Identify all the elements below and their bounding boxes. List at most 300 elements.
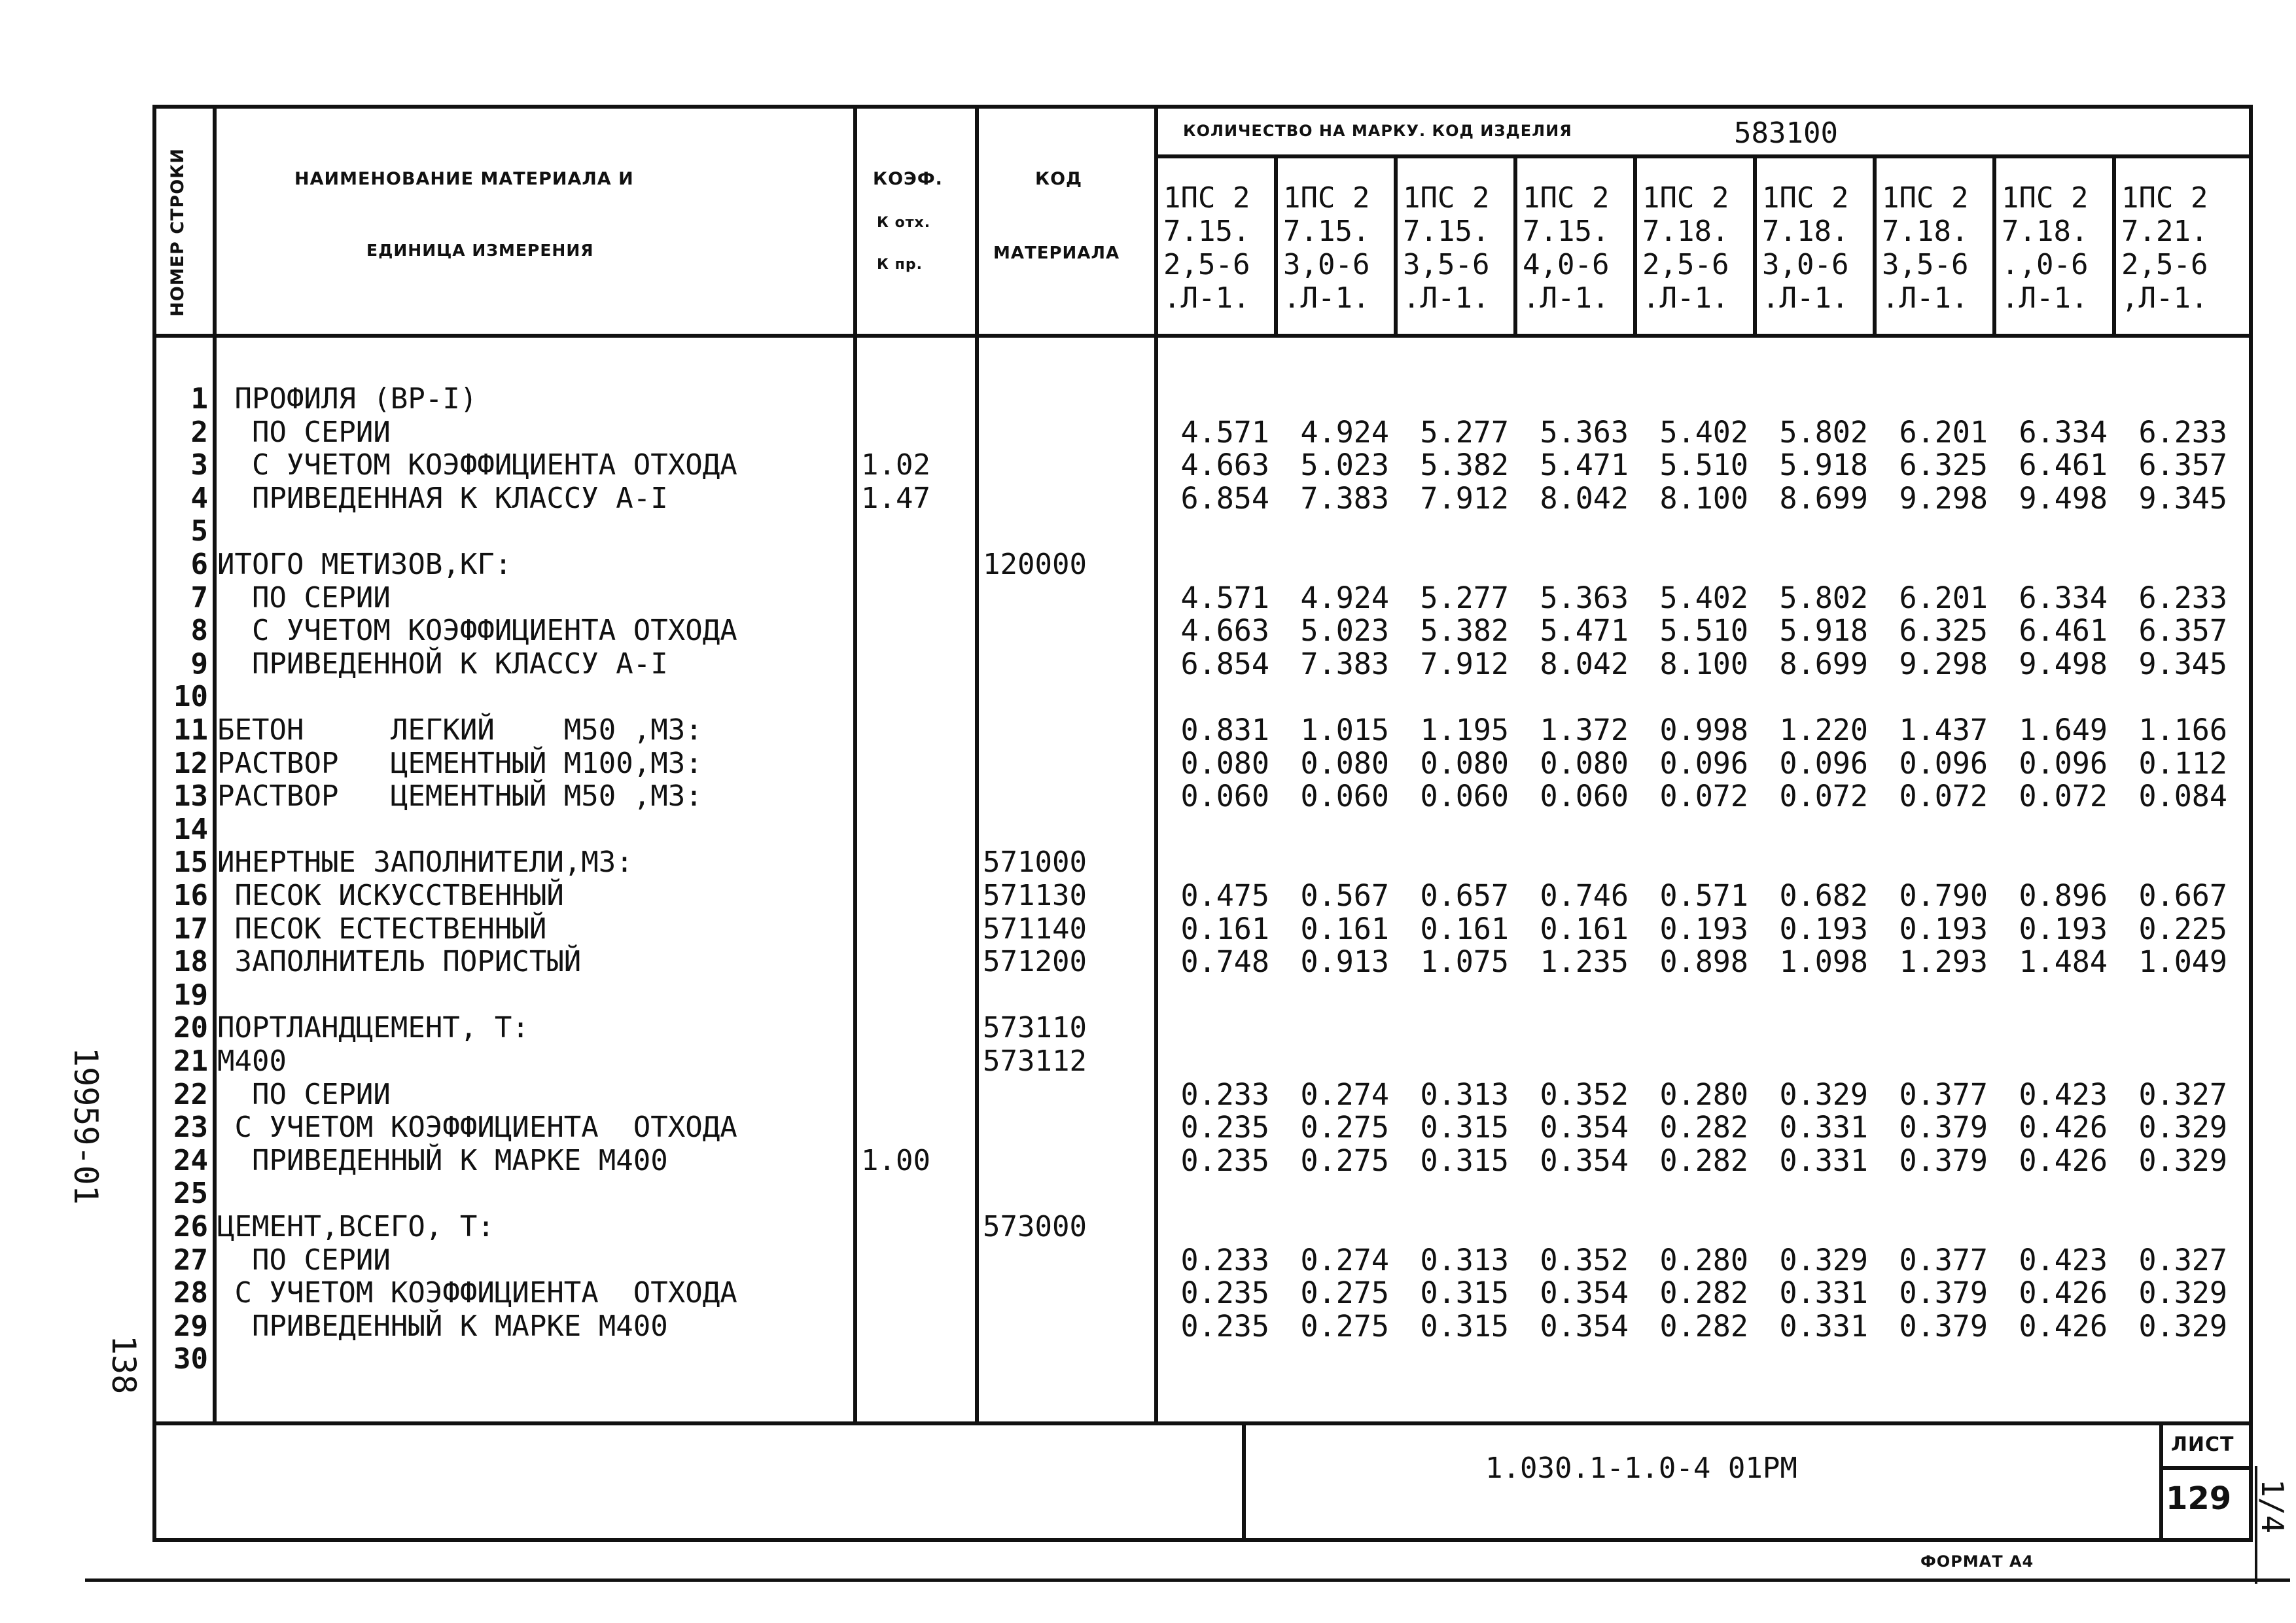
quantity-value: 0.354 <box>1540 1275 1629 1311</box>
row-number: 16 <box>173 879 208 912</box>
quantity-value: 0.746 <box>1540 878 1629 913</box>
mark-line: .Л-1. <box>2002 281 2089 315</box>
quantity-value: 1.049 <box>2138 944 2227 980</box>
mark-line: .Л-1. <box>1403 281 1490 315</box>
mark-sep <box>1633 157 1637 335</box>
quantity-value: 0.998 <box>1659 713 1748 747</box>
mark-line: 7.15. <box>1403 215 1490 248</box>
quantity-value: 1.484 <box>2019 944 2108 980</box>
quantity-value: 0.274 <box>1300 1077 1389 1112</box>
row-number: 10 <box>173 680 208 714</box>
quantity-value: 0.426 <box>2019 1275 2108 1311</box>
quantity-value: 0.235 <box>1180 1275 1269 1311</box>
quantity-value: 0.161 <box>1540 911 1629 946</box>
material-name: ПРИВЕДЕННЫЙ К МАРКЕ М400 <box>217 1309 668 1343</box>
row-number: 27 <box>173 1243 208 1277</box>
mark-line: 1ПС 2 <box>2121 181 2208 215</box>
quantity-value: 5.802 <box>1779 414 1868 450</box>
quantity-value: 0.096 <box>1779 745 1868 781</box>
quantity-value: 0.225 <box>2138 911 2227 946</box>
coef-label: КОЭФ. <box>873 169 943 189</box>
quantity-value: 0.193 <box>1779 911 1868 946</box>
quantity-value: 0.379 <box>1899 1275 1988 1311</box>
quantity-value: 0.682 <box>1779 878 1868 913</box>
material-name: ИТОГО МЕТИЗОВ,КГ: <box>217 548 512 581</box>
mark-line: ,Л-1. <box>2121 281 2208 315</box>
mark-line: 2,5-6 <box>1163 248 1250 281</box>
quantity-value: 0.329 <box>2138 1110 2227 1145</box>
quantity-value: 6.325 <box>1899 448 1988 483</box>
mark-line: .,0-6 <box>2002 248 2089 281</box>
material-name-label: НАИМЕНОВАНИЕ МАТЕРИАЛА И <box>294 169 634 189</box>
quantity-value: 0.352 <box>1540 1077 1629 1112</box>
quantity-value: 4.924 <box>1300 580 1389 615</box>
quantity-value: 0.898 <box>1659 944 1748 980</box>
row-number-header <box>162 141 208 324</box>
quantity-value: 0.426 <box>2019 1110 2108 1145</box>
quantity-value: 0.274 <box>1300 1242 1389 1277</box>
quantity-value: 1.075 <box>1420 944 1509 980</box>
quantity-value: 0.315 <box>1420 1110 1509 1145</box>
quantity-value: 0.080 <box>1420 745 1509 781</box>
quantity-value: 0.072 <box>1659 779 1748 814</box>
quantity-value: 5.918 <box>1779 613 1868 649</box>
quantity-value: 0.831 <box>1180 713 1269 747</box>
quantity-value: 5.471 <box>1540 613 1629 649</box>
code-label: КОД <box>1035 169 1083 189</box>
mark-sep <box>1992 157 1996 335</box>
quantity-value: 7.912 <box>1420 480 1509 516</box>
mark-line: .Л-1. <box>1283 281 1370 315</box>
quantity-value: 7.383 <box>1300 480 1389 516</box>
quantity-value: 0.379 <box>1899 1308 1988 1344</box>
quantity-value: 1.437 <box>1899 713 1988 747</box>
quantity-value: 0.329 <box>1779 1077 1868 1112</box>
mark-line: 1ПС 2 <box>1882 181 1969 215</box>
coefficient: 1.00 <box>861 1143 930 1177</box>
frame-top <box>152 105 2253 109</box>
row-number: 23 <box>173 1111 208 1145</box>
quantity-value: 5.510 <box>1659 448 1748 483</box>
quantity-value: 6.357 <box>2138 613 2227 649</box>
row-number: 26 <box>173 1210 208 1243</box>
quantity-value: 9.298 <box>1899 480 1988 516</box>
row-number: 2 <box>190 415 208 449</box>
quantity-value: 0.913 <box>1300 944 1389 980</box>
quantity-value: 6.357 <box>2138 448 2227 483</box>
row-number: 15 <box>173 846 208 880</box>
edge-mark: 1/4 <box>2255 1479 2290 1534</box>
row-number: 18 <box>173 945 208 979</box>
row-number: 14 <box>173 812 208 846</box>
material-name: ПО СЕРИИ <box>217 1077 391 1111</box>
quantity-value: 1.015 <box>1300 713 1389 747</box>
mark-line: 1ПС 2 <box>1163 181 1250 215</box>
quantity-value: 5.402 <box>1659 580 1748 615</box>
quantity-value: 0.377 <box>1899 1077 1988 1112</box>
quantity-value: 0.282 <box>1659 1275 1748 1311</box>
row-number: 25 <box>173 1177 208 1211</box>
quantity-value: 1.293 <box>1899 944 1988 980</box>
row-number: 12 <box>173 746 208 780</box>
quantity-value: 0.748 <box>1180 944 1269 980</box>
format-label: ФОРМАТ А4 <box>1920 1552 2034 1571</box>
mark-sep <box>1873 157 1877 335</box>
material-name: С УЧЕТОМ КОЭФФИЦИЕНТА ОТХОДА <box>217 448 737 482</box>
quantity-value: 0.275 <box>1300 1308 1389 1344</box>
quantity-value: 0.354 <box>1540 1308 1629 1344</box>
mark-line: .Л-1. <box>1163 281 1250 315</box>
row-number: 28 <box>173 1276 208 1310</box>
row-number: 3 <box>190 448 208 482</box>
quantity-value: 9.345 <box>2138 480 2227 516</box>
quantity-value: 7.383 <box>1300 646 1389 681</box>
quantity-value: 0.193 <box>2019 911 2108 946</box>
row-number: 22 <box>173 1077 208 1111</box>
quantity-value: 4.571 <box>1180 414 1269 450</box>
quantity-value: 0.667 <box>2138 878 2227 913</box>
quantity-value: 0.161 <box>1180 911 1269 946</box>
material-code: 571140 <box>983 912 1087 946</box>
quantity-value: 0.080 <box>1180 745 1269 781</box>
quantity-value: 0.072 <box>1899 779 1988 814</box>
sheet-label: ЛИСТ <box>2171 1433 2234 1456</box>
quantity-value: 0.475 <box>1180 878 1269 913</box>
quantity-value: 0.096 <box>1899 745 1988 781</box>
row-number: 5 <box>190 514 208 548</box>
quantity-value: 0.233 <box>1180 1077 1269 1112</box>
row-number: 19 <box>173 978 208 1012</box>
coefficient: 1.02 <box>861 448 930 482</box>
quantity-value: 5.471 <box>1540 448 1629 483</box>
row-number: 1 <box>190 382 208 416</box>
footer-sep <box>1242 1421 1246 1542</box>
quantity-value: 0.423 <box>2019 1077 2108 1112</box>
quantity-value: 0.235 <box>1180 1308 1269 1344</box>
quantity-value: 0.567 <box>1300 878 1389 913</box>
quantity-value: 4.663 <box>1180 613 1269 649</box>
quantity-value: 9.298 <box>1899 646 1988 681</box>
quantity-value: 1.220 <box>1779 713 1868 747</box>
quantity-value: 7.912 <box>1420 646 1509 681</box>
quantity-value: 0.161 <box>1300 911 1389 946</box>
material-name: ПЕСОК ИСКУССТВЕННЫЙ <box>217 879 564 912</box>
quantity-value: 5.382 <box>1420 448 1509 483</box>
quantity-value: 0.571 <box>1659 878 1748 913</box>
mark-line: 7.15. <box>1283 215 1370 248</box>
quantity-value: 0.896 <box>2019 878 2108 913</box>
mark-line: 1ПС 2 <box>2002 181 2089 215</box>
body-bottom-rule <box>152 1421 2253 1425</box>
quantity-value: 5.277 <box>1420 414 1509 450</box>
material-name: БЕТОН ЛЕГКИЙ М50 ,М3: <box>217 713 703 747</box>
quantity-value: 0.331 <box>1779 1308 1868 1344</box>
quantity-value: 0.329 <box>2138 1275 2227 1311</box>
mark-line: 1ПС 2 <box>1762 181 1849 215</box>
quantity-value: 8.100 <box>1659 480 1748 516</box>
material-name: ПРИВЕДЕННАЯ К КЛАССУ А-I <box>217 481 668 515</box>
material-name: ПО СЕРИИ <box>217 415 391 449</box>
side-inventory-number: 19959-01 <box>67 1047 105 1205</box>
material-code: 571130 <box>983 879 1087 912</box>
quantity-value: 0.426 <box>2019 1308 2108 1344</box>
quantity-value: 6.334 <box>2019 580 2108 615</box>
quantity-value: 0.657 <box>1420 878 1509 913</box>
quantity-value: 6.233 <box>2138 414 2227 450</box>
mark-line: .Л-1. <box>1642 281 1729 315</box>
material-code: 571200 <box>983 945 1087 979</box>
quantity-value: 0.280 <box>1659 1242 1748 1277</box>
side-page-number: 138 <box>105 1335 143 1395</box>
quantity-value: 0.060 <box>1540 779 1629 814</box>
row-number: 13 <box>173 779 208 813</box>
material-name: М400 <box>217 1044 287 1078</box>
material-code-label: МАТЕРИАЛА <box>993 243 1120 263</box>
quantity-label: КОЛИЧЕСТВО НА МАРКУ. КОД ИЗДЕЛИЯ <box>1183 122 1572 140</box>
quantity-value: 1.195 <box>1420 713 1509 747</box>
mark-line: 3,0-6 <box>1762 248 1849 281</box>
quantity-value: 9.345 <box>2138 646 2227 681</box>
quantity-value: 0.235 <box>1180 1110 1269 1145</box>
material-name: С УЧЕТОМ КОЭФФИЦИЕНТА ОТХОДА <box>217 614 737 648</box>
quantity-value: 0.282 <box>1659 1143 1748 1178</box>
quantity-value: 1.649 <box>2019 713 2108 747</box>
quantity-value: 0.072 <box>1779 779 1868 814</box>
mark-line: 3,0-6 <box>1283 248 1370 281</box>
quantity-value: 5.510 <box>1659 613 1748 649</box>
unit-label: ЕДИНИЦА ИЗМЕРЕНИЯ <box>366 241 594 260</box>
coefficient: 1.47 <box>861 481 930 515</box>
quantity-value: 0.327 <box>2138 1077 2227 1112</box>
mark-line: 7.21. <box>2121 215 2208 248</box>
material-name: ЗАПОЛНИТЕЛЬ ПОРИСТЫЙ <box>217 945 582 979</box>
quantity-value: 8.042 <box>1540 646 1629 681</box>
quantity-value: 5.382 <box>1420 613 1509 649</box>
row-number: 7 <box>190 580 208 615</box>
quantity-value: 0.096 <box>2019 745 2108 781</box>
quantity-value: 1.166 <box>2138 713 2227 747</box>
mark-line: 2,5-6 <box>1642 248 1729 281</box>
quantity-value: 0.331 <box>1779 1110 1868 1145</box>
quantity-value: 6.201 <box>1899 414 1988 450</box>
mark-line: .Л-1. <box>1523 281 1610 315</box>
mark-line: 7.15. <box>1523 215 1610 248</box>
material-name: С УЧЕТОМ КОЭФФИЦИЕНТА ОТХОДА <box>217 1111 737 1145</box>
quantity-value: 0.096 <box>1659 745 1748 781</box>
frame-bottom <box>152 1538 2253 1542</box>
row-number: 11 <box>173 713 208 747</box>
frame-right <box>2249 105 2253 1542</box>
quantity-value: 1.098 <box>1779 944 1868 980</box>
mark-line: 7.18. <box>1882 215 1969 248</box>
quantity-value: 5.918 <box>1779 448 1868 483</box>
mark-line: .Л-1. <box>1762 281 1849 315</box>
row-number: 6 <box>190 548 208 581</box>
quantity-value: 6.334 <box>2019 414 2108 450</box>
row-number: 9 <box>190 647 208 681</box>
footer-sheet-rule <box>2159 1466 2253 1470</box>
mark-line: 7.18. <box>1642 215 1729 248</box>
quantity-value: 6.325 <box>1899 613 1988 649</box>
quantity-value: 0.282 <box>1659 1110 1748 1145</box>
quantity-value: 0.331 <box>1779 1143 1868 1178</box>
quantity-value: 0.275 <box>1300 1110 1389 1145</box>
quantity-value: 0.280 <box>1659 1077 1748 1112</box>
material-code: 573110 <box>983 1011 1087 1045</box>
quantity-value: 5.802 <box>1779 580 1868 615</box>
mark-line: 1ПС 2 <box>1283 181 1370 215</box>
material-name: ПЕСОК ЕСТЕСТВЕННЫЙ <box>217 912 547 946</box>
mark-sep <box>1513 157 1517 335</box>
quantity-value: 0.193 <box>1659 911 1748 946</box>
quantity-value: 5.023 <box>1300 613 1389 649</box>
quantity-value: 5.363 <box>1540 414 1629 450</box>
sheet-number: 129 <box>2166 1480 2232 1517</box>
col-sep-rownum <box>213 105 217 1425</box>
quantity-value: 6.233 <box>2138 580 2227 615</box>
quantity-value: 0.379 <box>1899 1143 1988 1178</box>
quantity-value: 8.100 <box>1659 646 1748 681</box>
mark-line: 7.18. <box>1762 215 1849 248</box>
quantity-value: 6.854 <box>1180 480 1269 516</box>
material-name: ПОРТЛАНДЦЕМЕНТ, Т: <box>217 1011 529 1045</box>
quantity-value: 0.315 <box>1420 1308 1509 1344</box>
quantity-value: 0.060 <box>1420 779 1509 814</box>
row-number: 20 <box>173 1011 208 1045</box>
row-number: 21 <box>173 1044 208 1078</box>
mark-line: 1ПС 2 <box>1642 181 1729 215</box>
quantity-value: 0.072 <box>2019 779 2108 814</box>
quantity-value: 8.699 <box>1779 646 1868 681</box>
row-number: 4 <box>190 481 208 515</box>
quantity-value: 0.426 <box>2019 1143 2108 1178</box>
col-sep-name <box>853 105 857 1425</box>
material-name: РАСТВОР ЦЕМЕНТНЫЙ М50 ,М3: <box>217 779 703 813</box>
material-name: ПРОФИЛЯ (ВР-I) <box>217 382 478 416</box>
mark-sep <box>2112 157 2116 335</box>
material-code: 571000 <box>983 846 1087 880</box>
mark-line: 7.15. <box>1163 215 1250 248</box>
mark-line: .Л-1. <box>1882 281 1969 315</box>
material-name: РАСТВОР ЦЕМЕНТНЫЙ М100,М3: <box>217 746 703 780</box>
quantity-value: 4.571 <box>1180 580 1269 615</box>
quantity-header-rule <box>1154 154 2253 158</box>
quantity-value: 6.854 <box>1180 646 1269 681</box>
material-name: ПО СЕРИИ <box>217 1243 391 1277</box>
document-code: 1.030.1-1.0-4 01РМ <box>1485 1452 1797 1485</box>
mark-sep <box>1394 157 1398 335</box>
quantity-value: 0.161 <box>1420 911 1509 946</box>
quantity-value: 0.313 <box>1420 1242 1509 1277</box>
mark-line: 1ПС 2 <box>1523 181 1610 215</box>
product-code: 583100 <box>1734 116 1838 150</box>
quantity-value: 0.193 <box>1899 911 1988 946</box>
quantity-value: 4.924 <box>1300 414 1389 450</box>
quantity-value: 0.315 <box>1420 1275 1509 1311</box>
header-bottom-rule <box>152 334 2253 338</box>
row-number: 8 <box>190 614 208 648</box>
mark-line: 1ПС 2 <box>1403 181 1490 215</box>
material-name: ПРИВЕДЕННОЙ К КЛАССУ А-I <box>217 647 668 681</box>
quantity-value: 0.235 <box>1180 1143 1269 1178</box>
mark-line: 2,5-6 <box>2121 248 2208 281</box>
quantity-value: 5.023 <box>1300 448 1389 483</box>
col-sep-coef <box>975 105 979 1425</box>
quantity-value: 0.282 <box>1659 1308 1748 1344</box>
quantity-value: 1.235 <box>1540 944 1629 980</box>
material-name: ПО СЕРИИ <box>217 580 391 615</box>
quantity-value: 0.423 <box>2019 1242 2108 1277</box>
quantity-value: 5.402 <box>1659 414 1748 450</box>
quantity-value: 0.313 <box>1420 1077 1509 1112</box>
quantity-value: 0.329 <box>2138 1308 2227 1344</box>
mark-sep <box>1274 157 1278 335</box>
quantity-value: 0.329 <box>2138 1143 2227 1178</box>
quantity-value: 0.315 <box>1420 1143 1509 1178</box>
page-bottom-rule <box>85 1578 2290 1582</box>
mark-sep <box>1753 157 1757 335</box>
row-number: 17 <box>173 912 208 946</box>
material-code: 573112 <box>983 1044 1087 1078</box>
quantity-value: 0.331 <box>1779 1275 1868 1311</box>
quantity-value: 0.112 <box>2138 745 2227 781</box>
footer-sheet-sep <box>2159 1421 2163 1542</box>
quantity-value: 5.363 <box>1540 580 1629 615</box>
quantity-value: 8.699 <box>1779 480 1868 516</box>
quantity-value: 0.354 <box>1540 1110 1629 1145</box>
material-code: 573000 <box>983 1210 1087 1243</box>
row-number: 24 <box>173 1143 208 1177</box>
material-name: ЦЕМЕНТ,ВСЕГО, Т: <box>217 1210 495 1243</box>
mark-line: 7.18. <box>2002 215 2089 248</box>
quantity-value: 0.377 <box>1899 1242 1988 1277</box>
quantity-value: 0.275 <box>1300 1275 1389 1311</box>
quantity-value: 9.498 <box>2019 480 2108 516</box>
quantity-value: 5.277 <box>1420 580 1509 615</box>
quantity-value: 6.461 <box>2019 613 2108 649</box>
material-code: 120000 <box>983 548 1087 581</box>
quantity-value: 8.042 <box>1540 480 1629 516</box>
material-name: С УЧЕТОМ КОЭФФИЦИЕНТА ОТХОДА <box>217 1276 737 1310</box>
row-number: 30 <box>173 1342 208 1376</box>
material-name: ПРИВЕДЕННЫЙ К МАРКЕ М400 <box>217 1143 668 1177</box>
quantity-value: 0.379 <box>1899 1110 1988 1145</box>
row-number: 29 <box>173 1309 208 1343</box>
quantity-value: 0.084 <box>2138 779 2227 814</box>
mark-line: 3,5-6 <box>1882 248 1969 281</box>
quantity-value: 0.060 <box>1300 779 1389 814</box>
quantity-value: 0.352 <box>1540 1242 1629 1277</box>
quantity-value: 0.354 <box>1540 1143 1629 1178</box>
quantity-value: 0.275 <box>1300 1143 1389 1178</box>
quantity-value: 0.327 <box>2138 1242 2227 1277</box>
coef-waste-label: К отх. <box>877 215 931 231</box>
quantity-value: 0.790 <box>1899 878 1988 913</box>
mark-line: 3,5-6 <box>1403 248 1490 281</box>
quantity-value: 0.080 <box>1540 745 1629 781</box>
coef-reduced-label: К пр. <box>877 257 923 273</box>
quantity-value: 0.233 <box>1180 1242 1269 1277</box>
material-name: ИНЕРТНЫЕ ЗАПОЛНИТЕЛИ,М3: <box>217 846 633 880</box>
quantity-value: 0.080 <box>1300 745 1389 781</box>
quantity-value: 0.060 <box>1180 779 1269 814</box>
quantity-value: 1.372 <box>1540 713 1629 747</box>
quantity-value: 9.498 <box>2019 646 2108 681</box>
frame-left <box>152 105 156 1542</box>
quantity-value: 6.201 <box>1899 580 1988 615</box>
quantity-value: 0.329 <box>1779 1242 1868 1277</box>
quantity-value: 6.461 <box>2019 448 2108 483</box>
